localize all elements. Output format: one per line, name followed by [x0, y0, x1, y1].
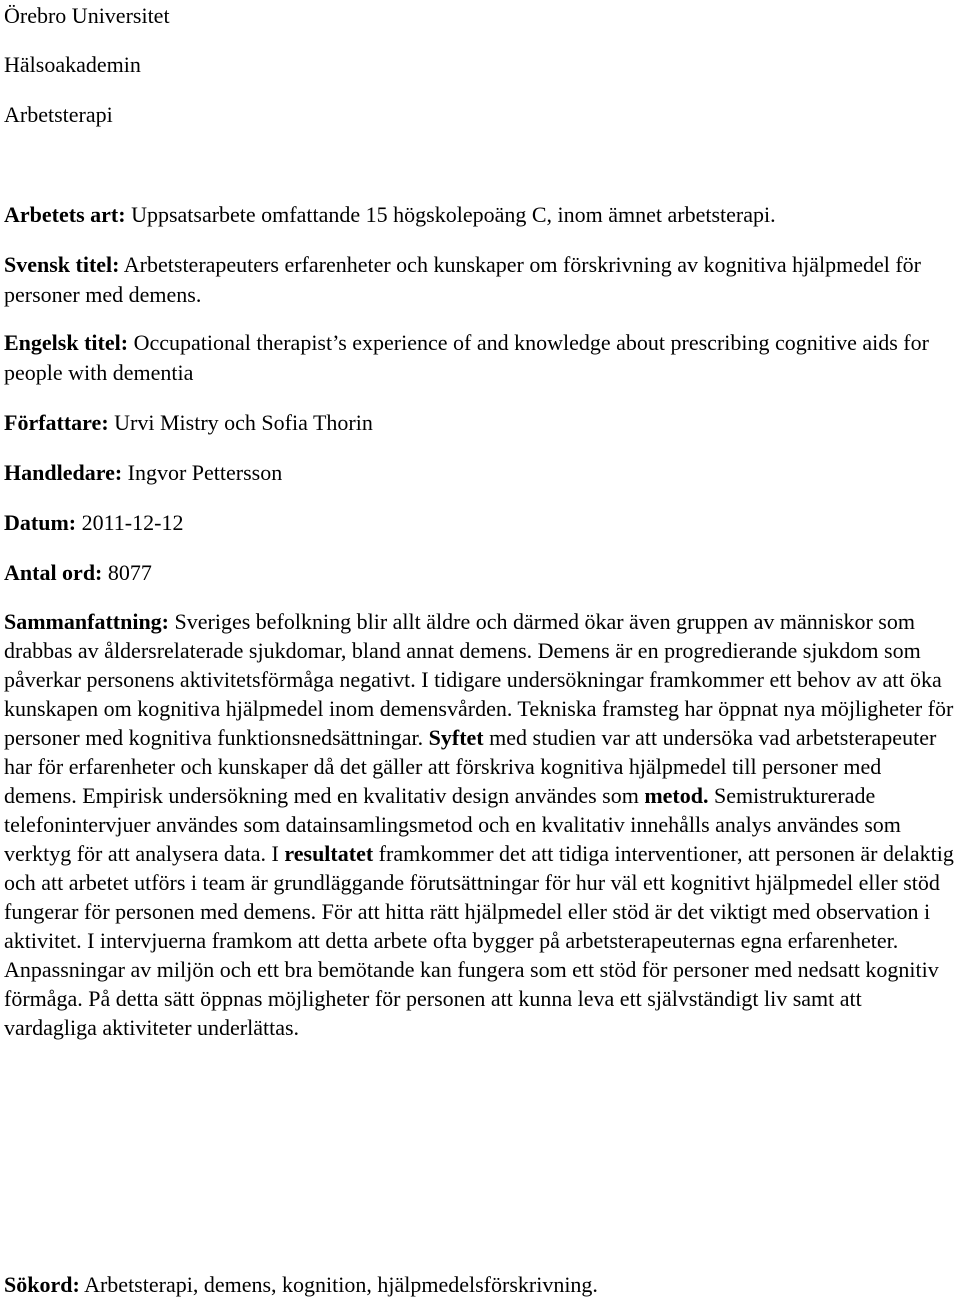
supervisor-label: Handledare: — [4, 460, 123, 485]
word-count-value: 8077 — [107, 560, 152, 585]
word-count-label: Antal ord: — [4, 560, 103, 585]
word-count-field — [4, 558, 152, 588]
summary-method-word: metod. — [644, 783, 709, 808]
summary-results-word: resultatet — [284, 841, 374, 866]
summary-label: Sammanfattning: — [4, 609, 170, 634]
keywords-value: Arbetsterapi, demens, kognition, hjälpmedelsförskrivning. — [84, 1272, 598, 1297]
summary-text-4: framkommer det att tidiga interventioner, att personen är delaktig och att arbetet utförs i team är grundläggande förutsättningar för hur väl ett kognitivt hjälpmedel eller stöd fungerar för personen med demens. För att hitta rätt hjälpmedel eller stöd är det viktigt med observation i aktivitet. I intervjuerna framkom att detta arbete ofta bygger på arbetsterapeuternas egna erfarenheter. Anpassningar av miljön och ett bra bemötande kan fungera som ett stöd för personer med nedsatt kognitiv förmåga. På detta sätt öppnas möjligheter för personen att kunna leva ett självständigt liv samt att vardagliga aktiviteter underlättas. — [4, 841, 954, 1040]
swedish-title-label: Svensk titel: — [4, 252, 120, 277]
supervisor-field — [4, 458, 282, 488]
swedish-title-value: Arbetsterapeuters erfarenheter och kunskaper om förskrivning av kognitiva hjälpmedel för personer med demens. — [4, 252, 922, 307]
authors-field — [4, 408, 373, 438]
summary-paragraph — [4, 607, 956, 1042]
work-type-field — [4, 200, 956, 230]
academy-name: Hälsoakademin — [4, 52, 141, 77]
summary-text-2: med studien var att undersöka vad arbetsterapeuter har för erfarenheter och kunskaper då det gäller att förskriva kognitiva hjälpmedel till personer med demens. Empirisk undersökning med en kvalitativ design användes som — [4, 725, 937, 808]
date-value: 2011-12-12 — [81, 510, 184, 535]
date-label: Datum: — [4, 510, 77, 535]
authors-label: Författare: — [4, 410, 109, 435]
subject-name: Arbetsterapi — [4, 102, 113, 127]
english-title-value: Occupational therapist’s experience of and knowledge about prescribing cognitive aids for people with dementia — [4, 330, 929, 385]
english-title-label: Engelsk titel: — [4, 330, 129, 355]
summary-text-1: Sveriges befolkning blir allt äldre och därmed ökar även gruppen av människor som drabbas av åldersrelaterade sjukdomar, bland annat demens. Demens är en progredierande sjukdom som påverkar personens aktivitetsförmåga negativt. I tidigare undersökningar framkommer ett behov av att öka kunskapen om kognitiva hjälpmedel inom demensvården. Tekniska framsteg har öppnat nya möjligheter för personer med kognitiva funktionsnedsättningar. — [4, 609, 954, 750]
english-title-field — [4, 328, 956, 388]
summary-aim-word: Syftet — [428, 725, 484, 750]
university-name: Örebro Universitet — [4, 3, 170, 28]
summary-text-3: Semistrukturerade telefonintervjuer användes som datainsamlingsmetod och en kvalitativ innehålls analys användes som verktyg för att analysera data. I — [4, 783, 901, 866]
keywords-field — [4, 1270, 598, 1300]
supervisor-value: Ingvor Pettersson — [127, 460, 283, 485]
swedish-title-field — [4, 250, 956, 310]
date-field — [4, 508, 183, 538]
work-type-value: Uppsatsarbete omfattande 15 högskolepoäng C, inom ämnet arbetsterapi. — [131, 202, 776, 227]
keywords-label: Sökord: — [4, 1272, 80, 1297]
authors-value: Urvi Mistry och Sofia Thorin — [114, 410, 373, 435]
work-type-label: Arbetets art: — [4, 202, 126, 227]
